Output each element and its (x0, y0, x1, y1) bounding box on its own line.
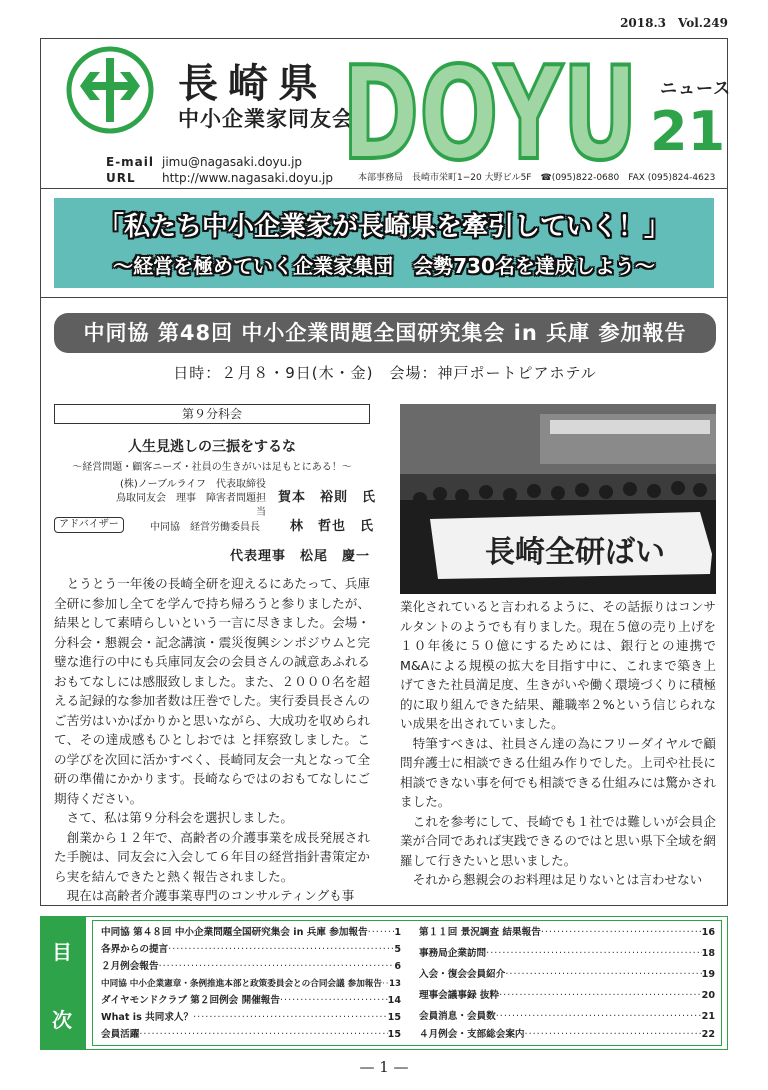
divider (40, 188, 728, 189)
toc-leader (541, 927, 702, 939)
toc-item[interactable]: 会員活躍 ····· 15 (101, 1029, 401, 1041)
toc-leader (280, 995, 388, 1007)
section-label: 第９分科会 (54, 404, 370, 424)
toc-list (92, 920, 722, 1046)
toc-item[interactable]: ダイヤモンドクラブ 第２回例会 開催報告 ····· 14 (101, 995, 401, 1007)
contact-block (106, 154, 333, 186)
paragraph: とうとう一年後の長崎全研を迎えるにあたって、兵庫全研に参加し全てを学んで持ち帰ろうと参りましたが、結果として素晴らしいという一言に尽きました。会場・分科会・懇親会・記念講演・震災復興シンポジウムと完璧な進行の中にも兵庫同友会の会員さんの誠意あふれるおもてなしには感服致しました。また、２０００名を超える記録的な参加者数は圧巻でした。実行委員長さんのご苦労はいかばかりかと思いながら、大成功を収められて、その達成感もひとしおでは と拝察致しました。この学びを次回に活かすべく、長崎同友会一丸となって全研の準備にかかります。長崎ならではのおもてなしにご期待ください。 (54, 576, 370, 806)
slogan-line1: 「私たち中小企業家が長崎県を牽引していく！」 (97, 212, 670, 242)
toc-leader (193, 1012, 388, 1024)
article-author: 代表理事 松尾 慶一 (230, 549, 371, 564)
office-address: 本部事務局 長崎市栄町1−20 大野ビル5F ☎(095)822-0680 FAX (095)824-4623 (358, 173, 716, 183)
toc-item[interactable]: 事務局企業訪問 ····· 18 (419, 948, 715, 960)
toc-leader (368, 927, 395, 939)
paragraph: 特筆すべきは、社員さん達の為にフリーダイヤルで顧問弁護士に相談できる仕組み作りでした。上司や社長に相談できない事を何でも相談できる仕組みには驚かされました。 (400, 735, 716, 809)
article-subtitle: 〜経営問題・顧客ニーズ・社員の生きがいは足もとにある！〜 (72, 462, 352, 473)
adviser-name: 林 哲也 氏 (290, 519, 375, 534)
speaker-org-line2: 鳥取同友会 理事 障害者問題担当 (116, 493, 266, 518)
slogan-line2: 〜経営を極めていく企業家集団 会勢730名を達成しよう〜 (113, 254, 655, 278)
paragraph: さて、私は第９分科会を選択しました。 (66, 810, 294, 825)
toc-side-label (40, 916, 86, 1050)
toc-leader (525, 1029, 702, 1041)
paragraph: それから懇親会のお料理は足りないとは言わせない (412, 872, 703, 887)
toc-item[interactable]: 中同協 中小企業憲章・条例推進本部と政策委員会との合同会議 参加報告 ····· 13 (101, 978, 401, 990)
paragraph: 現在は高齢者介護事業専門のコンサルティングも事 (66, 888, 355, 903)
paragraph: これを参考にして、長崎でも１社では難しいが会員企業が合同であれば実践できるのではと思い県下全域を網羅して行きたいと思いました。 (400, 813, 716, 868)
org-name-line2: 中小企業家同友会 (178, 107, 354, 131)
speaker-name: 賀本 裕則 氏 (278, 490, 377, 505)
toc-leader (168, 944, 394, 956)
doyu-logo (340, 40, 640, 170)
page-number: — 1 — (359, 1058, 409, 1076)
toc-item[interactable]: 中同協 第４８回 中小企業問題全国研究集会 in 兵庫 参加報告 ····· 1 (101, 927, 401, 939)
speaker-org-line1: (株)ノーブルライフ 代表取締役 (119, 479, 266, 490)
toc-leader (139, 1029, 387, 1041)
article-body-left (54, 574, 370, 906)
article-title: 人生見逃しの三振をするな (128, 439, 296, 455)
issue-info: 2018.3 Vol.249 (620, 16, 728, 30)
speaker-affiliation (110, 478, 266, 520)
paragraph: 創業から１２年で、高齢者の介護事業を成長発展された手腕は、同友会に入会して６年目の経営指針書策定から実を結んできたと熱く報告されました。 (54, 829, 370, 884)
toc-label-2: 次 (52, 1008, 72, 1032)
event-photo (400, 404, 716, 594)
toc-leader (505, 969, 701, 981)
article-body-right (400, 597, 716, 890)
toc-label-1: 目 (52, 940, 72, 964)
toc-item[interactable]: What is 共同求人？ ····· 15 (101, 1012, 401, 1024)
org-name-line1: 長崎県 (178, 60, 328, 107)
toc-leader (499, 990, 702, 1002)
toc-leader (159, 961, 395, 973)
divider (40, 297, 728, 298)
toc-item[interactable]: ４月例会・支部総会案内 ····· 22 (419, 1029, 715, 1041)
adviser-org: 中同協 経営労働委員長 (150, 522, 260, 533)
email-label: E-mail (106, 155, 155, 169)
toc-item[interactable]: 入会・復会会員紹介 ····· 19 (419, 969, 715, 981)
news-label: ニュース (660, 79, 732, 99)
toc-item[interactable]: 理事会議事録 抜粋 ····· 20 (419, 990, 715, 1002)
toc-item[interactable]: 会員消息・会員数 ····· 21 (419, 1011, 715, 1023)
photo-banner-text: 長崎全研ばい (485, 535, 665, 570)
event-dateline: 日時：２月８・9日(木・金) 会場：神戸ポートピアホテル (173, 364, 597, 382)
toc-item[interactable]: 第１１回 景況調査 結果報告 ····· 16 (419, 927, 715, 939)
paragraph: 業化されていると言われるように、その話振りはコンサルタントのようでも有りました。現在５億の売り上げを１０年後に５０億にするためには、銀行との連携でM&Aによる規模の拡大を目指す中に、これまで築き上げてきた社員満足度、生きがいや働く環境づくりに積極的に取り組んできた結果、離職率２%という信じられない成果を出されていました。 (400, 599, 716, 731)
toc-leader (496, 1011, 702, 1023)
url-label: URL (106, 171, 136, 185)
issue-number: 21 (650, 100, 726, 163)
doyu-logo-text: DOYU (342, 40, 638, 170)
email-value[interactable]: jimu@nagasaki.doyu.jp (162, 155, 303, 169)
toc-leader (382, 978, 389, 990)
report-headline: 中同協 第48回 中小企業問題全国研究集会 in 兵庫 参加報告 (54, 313, 716, 353)
adviser-tag: アドバイザー (54, 517, 124, 533)
toc-item[interactable]: ２月例会報告 ····· 6 (101, 961, 401, 973)
toc-item[interactable]: 各界からの提言 ····· 5 (101, 944, 401, 956)
url-value[interactable]: http://www.nagasaki.doyu.jp (162, 171, 333, 185)
toc-leader (486, 948, 701, 960)
association-logo-icon (66, 46, 154, 134)
